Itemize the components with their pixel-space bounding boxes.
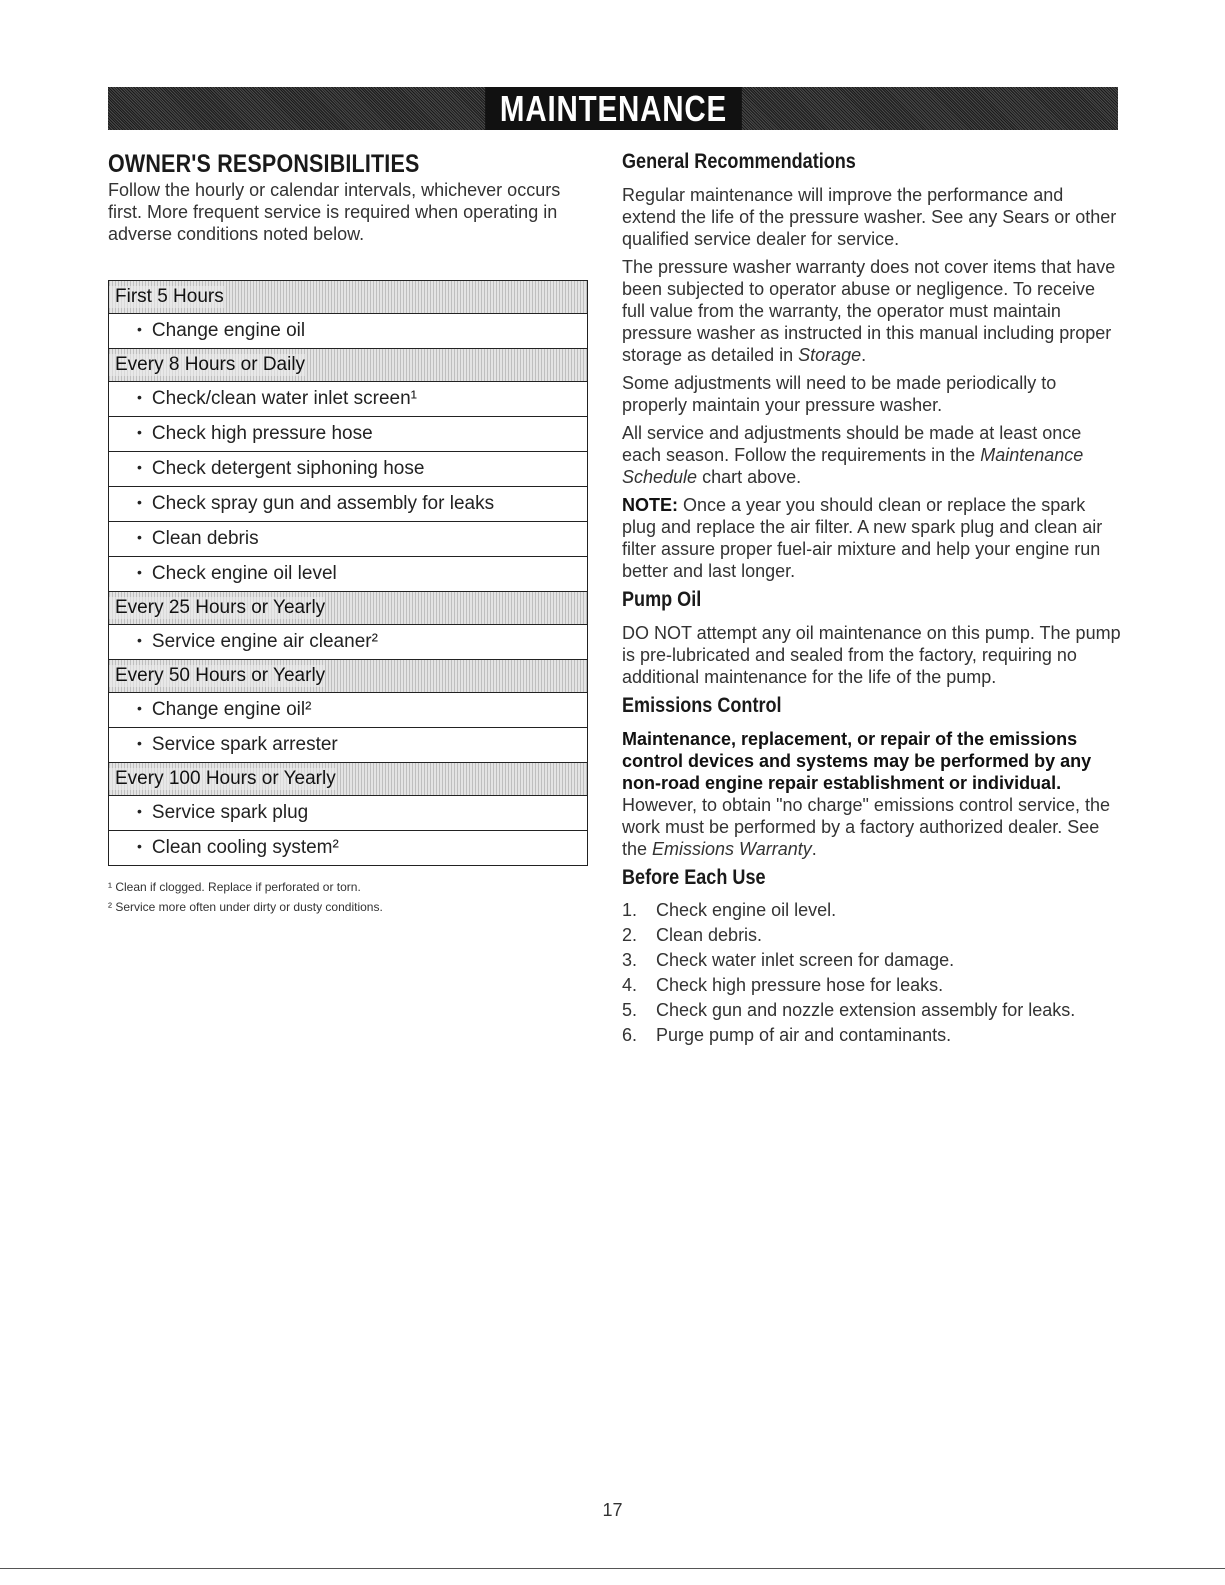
note-label: NOTE: [622, 495, 678, 515]
banner-title: MAINTENANCE [485, 87, 742, 130]
owners-responsibilities-title: OWNER'S RESPONSIBILITIES [108, 150, 420, 178]
schedule-header-every-25-hours: Every 25 Hours or Yearly [109, 592, 587, 625]
general-paragraph-3: Some adjustments will need to be made periodically to properly maintain your pressure washer. [622, 373, 1057, 415]
schedule-task: • Check/clean water inlet screen¹ [109, 382, 587, 417]
schedule-header-every-8-hours: Every 8 Hours or Daily [109, 349, 587, 382]
general-paragraph-2: The pressure washer warranty does not cover items that have been subjected to operator abuse or negligence. To receive full value from the warranty, the operator must maintain pressure washer as instructed in this manual including proper storage as detailed in Storage. [622, 257, 1116, 365]
schedule-task: • Service engine air cleaner² [109, 625, 587, 660]
pump-oil-title: Pump Oil [622, 588, 702, 611]
storage-reference: Storage [798, 345, 862, 365]
schedule-header-every-100-hours: Every 100 Hours or Yearly [109, 763, 587, 796]
schedule-task: • Check high pressure hose [109, 417, 587, 452]
schedule-task: • Check engine oil level [109, 557, 587, 592]
before-each-use-list [622, 898, 1122, 1048]
footnote-1: ¹ Clean if clogged. Replace if perforated or torn. [108, 880, 361, 894]
general-paragraph-4: All service and adjustments should be made at least once each season. Follow the requirements in the Maintenance Schedule chart above. [622, 423, 1084, 487]
schedule-task: • Check spray gun and assembly for leaks [109, 487, 587, 522]
schedule-task: • Service spark plug [109, 796, 587, 831]
schedule-task: • Clean cooling system² [109, 831, 587, 866]
general-recommendations-body [622, 184, 1122, 582]
maintenance-banner [108, 87, 1118, 130]
schedule-task: • Check detergent siphoning hose [109, 452, 587, 487]
before-each-use-title: Before Each Use [622, 866, 766, 889]
list-item: 5. Check gun and nozzle extension assembly for leaks. [622, 1000, 1076, 1020]
bottom-rule [0, 1568, 1225, 1569]
intro-text: Follow the hourly or calendar intervals, whichever occurs first. More frequent service is required when operating in adverse conditions noted below. [108, 180, 561, 244]
footnotes [108, 880, 598, 914]
schedule-header-first-5-hours: First 5 Hours [109, 281, 587, 314]
emissions-warranty-reference: Emissions Warranty [652, 839, 812, 859]
list-item: 1. Check engine oil level. [622, 900, 837, 920]
emissions-bold-text: Maintenance, replacement, or repair of the emissions control devices and systems may be performed by any non-road engine repair establishment or individual. [622, 729, 1092, 793]
list-item: 6. Purge pump of air and contaminants. [622, 1025, 952, 1045]
note-paragraph: NOTE: Once a year you should clean or replace the spark plug and replace the air filter. A new spark plug and clean air filter assure proper fuel-air mixture and help your engine run better and last longer. [622, 495, 1103, 581]
general-paragraph-1: Regular maintenance will improve the performance and extend the life of the pressure washer. See any Sears or other qualified service dealer for service. [622, 185, 1117, 249]
emissions-control-title: Emissions Control [622, 694, 782, 717]
schedule-task: • Change engine oil [109, 314, 587, 349]
schedule-task: • Change engine oil² [109, 693, 587, 728]
page-number: 17 [602, 1500, 623, 1520]
maintenance-schedule-table [108, 280, 588, 866]
pump-oil-text: DO NOT attempt any oil maintenance on this pump. The pump is pre-lubricated and sealed from the factory, requiring no additional maintenance for the life of the pump. [622, 623, 1121, 687]
general-recommendations-title: General Recommendations [622, 150, 856, 173]
left-column [108, 150, 598, 920]
list-item: 2. Clean debris. [622, 925, 763, 945]
footnote-2: ² Service more often under dirty or dusty conditions. [108, 900, 383, 914]
maintenance-schedule-reference: Maintenance Schedule [622, 445, 1084, 487]
list-item: 3. Check water inlet screen for damage. [622, 950, 955, 970]
schedule-task: • Service spark arrester [109, 728, 587, 763]
list-item: 4. Check high pressure hose for leaks. [622, 975, 944, 995]
emissions-text: Maintenance, replacement, or repair of the emissions control devices and systems may be performed by any non-road engine repair establishment or individual. However, to obtain "no charge" emissions control service, the work must be performed by a factory authorized dealer. See the Emissions Warranty. [622, 729, 1111, 859]
right-column [622, 150, 1122, 1048]
schedule-header-every-50-hours: Every 50 Hours or Yearly [109, 660, 587, 693]
schedule-task: • Clean debris [109, 522, 587, 557]
